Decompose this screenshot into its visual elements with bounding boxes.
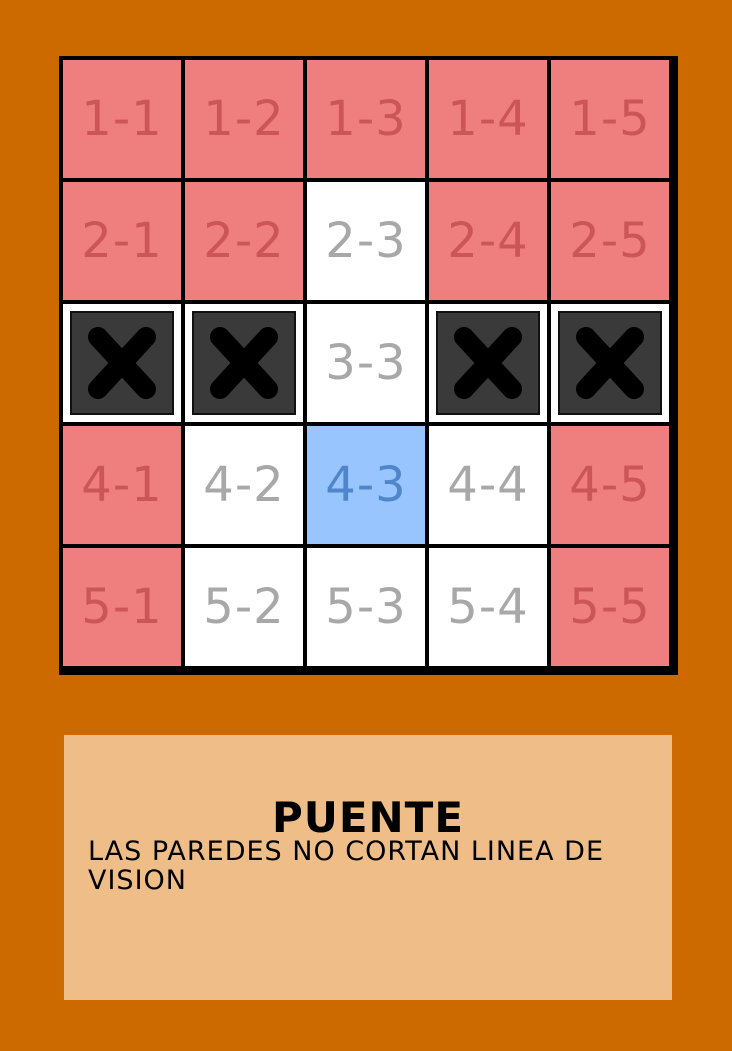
card-title: PUENTE: [271, 793, 465, 842]
cell-label: 1-2: [203, 91, 285, 147]
board-cell-5-1[interactable]: [63, 548, 181, 666]
cell-label: 3-3: [325, 335, 407, 391]
board-cell-1-5[interactable]: [551, 60, 669, 178]
cell-label: 2-2: [203, 213, 285, 269]
board-cell-2-2[interactable]: [185, 182, 303, 300]
cell-label: 1-4: [447, 91, 529, 147]
cell-label: 5-3: [325, 579, 407, 635]
board-cell-4-1[interactable]: [63, 426, 181, 544]
board-cell-3-5[interactable]: [551, 304, 669, 422]
cell-label: 5-5: [569, 579, 651, 635]
cell-label: 5-2: [203, 579, 285, 635]
cell-label: 4-4: [447, 457, 529, 513]
board-cell-1-1[interactable]: [63, 60, 181, 178]
board-cell-2-5[interactable]: [551, 182, 669, 300]
board-cell-1-2[interactable]: [185, 60, 303, 178]
board-cell-3-1[interactable]: [63, 304, 181, 422]
cell-label: 1-5: [569, 91, 651, 147]
game-board: [59, 56, 678, 675]
board-cell-1-4[interactable]: [429, 60, 547, 178]
board-cell-5-4[interactable]: [429, 548, 547, 666]
board-cell-2-3[interactable]: [307, 182, 425, 300]
board-cell-2-1[interactable]: [63, 182, 181, 300]
ability-card: [64, 735, 672, 1000]
cell-label: 4-1: [81, 457, 163, 513]
cell-label: 5-4: [447, 579, 529, 635]
board-cell-2-4[interactable]: [429, 182, 547, 300]
cell-label: 2-4: [447, 213, 529, 269]
board-cell-5-5[interactable]: [551, 548, 669, 666]
cell-label: 1-3: [325, 91, 407, 147]
board-cell-1-3[interactable]: [307, 60, 425, 178]
board-cell-5-3[interactable]: [307, 548, 425, 666]
cell-label: 4-2: [203, 457, 285, 513]
cell-label: 1-1: [81, 91, 163, 147]
board-cell-3-4[interactable]: [429, 304, 547, 422]
board-cell-3-3[interactable]: [307, 304, 425, 422]
card-description: LAS PAREDES NO CORTAN LINEA DE VISION: [88, 836, 605, 896]
cell-label: 2-3: [325, 213, 407, 269]
board-cell-4-3[interactable]: [307, 426, 425, 544]
board-cell-4-4[interactable]: [429, 426, 547, 544]
board-cell-5-2[interactable]: [185, 548, 303, 666]
cell-label: 2-1: [81, 213, 163, 269]
board-cell-3-2[interactable]: [185, 304, 303, 422]
cell-label: 4-5: [569, 457, 651, 513]
board-cell-4-2[interactable]: [185, 426, 303, 544]
cell-label: 4-3: [325, 457, 407, 513]
cell-label: 5-1: [81, 579, 163, 635]
cell-label: 2-5: [569, 213, 651, 269]
board-cell-4-5[interactable]: [551, 426, 669, 544]
